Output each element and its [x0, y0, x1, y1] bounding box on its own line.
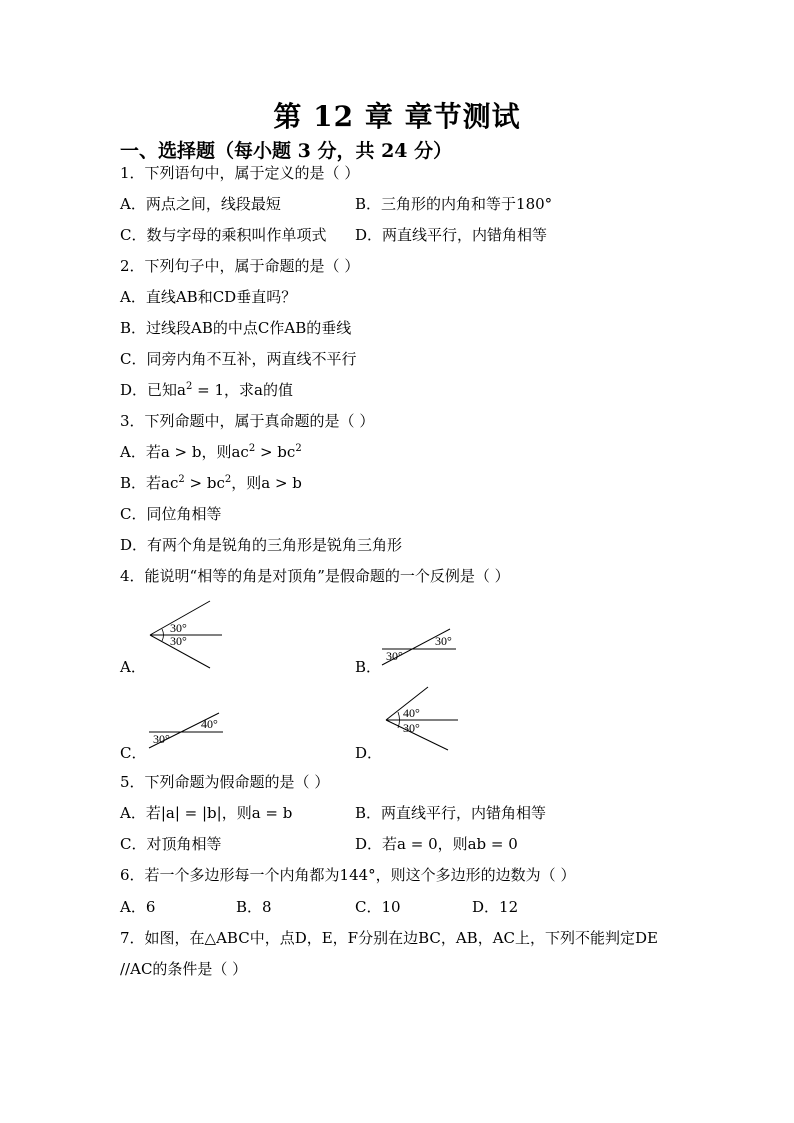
question-1-option-d[interactable]: D．两直线平行，内错角相等	[355, 226, 548, 244]
figure-b-angle-left: 30°	[386, 649, 403, 663]
question-1-stem: 1．下列语句中，属于定义的是（ ）	[120, 164, 360, 182]
question-4-stem: 4．能说明“相等的角是对顶角”是假命题的一个反例是（ ）	[120, 567, 510, 585]
figure-d-angle-top: 40°	[403, 706, 420, 720]
question-1-option-c[interactable]: C．数与字母的乘积叫作单项式	[120, 226, 327, 244]
question-4-option-a[interactable]: A．	[120, 658, 146, 676]
question-6-option-c[interactable]: C．10	[355, 898, 401, 916]
figure-c[interactable]	[145, 708, 227, 750]
question-6-stem: 6．若一个多边形每一个内角都为144°，则这个多边形的边数为（ ）	[120, 866, 576, 884]
question-2-option-a[interactable]: A．直线AB和CD垂直吗？	[120, 288, 297, 306]
q3a-sup1: 2	[248, 443, 256, 454]
question-4-option-d[interactable]: D．	[355, 744, 383, 762]
q3b-mid: > bc	[184, 474, 225, 492]
page-title: 第 12 章 章节测试	[273, 100, 521, 133]
question-5-stem: 5．下列命题为假命题的是（ ）	[120, 773, 330, 791]
q3a-pre: A．若a > b，则ac	[120, 443, 249, 461]
figure-a-angle-bottom: 30°	[170, 634, 187, 648]
question-3-option-c[interactable]: C．同位角相等	[120, 505, 222, 523]
question-3-stem: 3．下列命题中，属于真命题的是（ ）	[120, 412, 375, 430]
question-2-option-d[interactable]	[120, 380, 293, 400]
figure-b-angle-right: 30°	[435, 634, 452, 648]
question-3-option-b[interactable]	[120, 473, 302, 493]
q2d-pre: D．已知a	[120, 381, 186, 399]
q3b-post: ，则a > b	[231, 474, 302, 492]
figure-b[interactable]	[378, 625, 460, 667]
question-3-option-a[interactable]	[120, 442, 302, 462]
figure-d[interactable]	[380, 684, 462, 752]
figure-a[interactable]	[140, 598, 230, 670]
question-6-option-d[interactable]: D．12	[472, 898, 519, 916]
figure-c-angle-left: 30°	[153, 732, 170, 746]
section-heading: 一、选择题（每小题 3 分，共 24 分）	[120, 140, 453, 162]
q2d-sup: 2	[185, 381, 193, 392]
question-2-option-b[interactable]: B．过线段AB的中点C作AB的垂线	[120, 319, 352, 337]
question-2-option-c[interactable]: C．同旁内角不互补，两直线不平行	[120, 350, 357, 368]
question-7-stem-line1: 7．如图，在△ABC中，点D，E，F分别在边BC，AB，AC上，下列不能判定DE	[120, 929, 658, 947]
question-5-option-d[interactable]: D．若a = 0，则ab = 0	[355, 835, 518, 853]
question-3-option-d[interactable]: D．有两个角是锐角的三角形是锐角三角形	[120, 536, 403, 554]
question-4-option-b[interactable]: B．	[355, 658, 382, 676]
q3a-mid: > bc	[255, 443, 296, 461]
q3a-sup2: 2	[295, 443, 302, 454]
q3b-sup1: 2	[178, 474, 185, 485]
question-1-option-a[interactable]: A．两点之间，线段最短	[120, 195, 281, 213]
question-5-option-a[interactable]: A．若|a| = |b|，则a = b	[120, 804, 293, 822]
q2d-post: = 1，求a的值	[192, 381, 293, 399]
question-4-option-c[interactable]: C．	[120, 744, 147, 762]
figure-d-angle-bottom: 30°	[403, 721, 420, 735]
question-6-option-b[interactable]: B．8	[236, 898, 272, 916]
question-2-stem: 2．下列句子中，属于命题的是（ ）	[120, 257, 360, 275]
q3b-sup2: 2	[224, 474, 232, 485]
figure-c-angle-right: 40°	[201, 717, 218, 731]
question-5-option-c[interactable]: C．对顶角相等	[120, 835, 222, 853]
question-1-option-b[interactable]: B．三角形的内角和等于180°	[355, 195, 553, 213]
question-5-option-b[interactable]: B．两直线平行，内错角相等	[355, 804, 547, 822]
question-6-option-a[interactable]: A．6	[120, 898, 156, 916]
figure-a-angle-top: 30°	[170, 621, 187, 635]
question-7-stem-line2: //AC的条件是（ ）	[120, 960, 248, 978]
q3b-pre: B．若ac	[120, 474, 179, 492]
